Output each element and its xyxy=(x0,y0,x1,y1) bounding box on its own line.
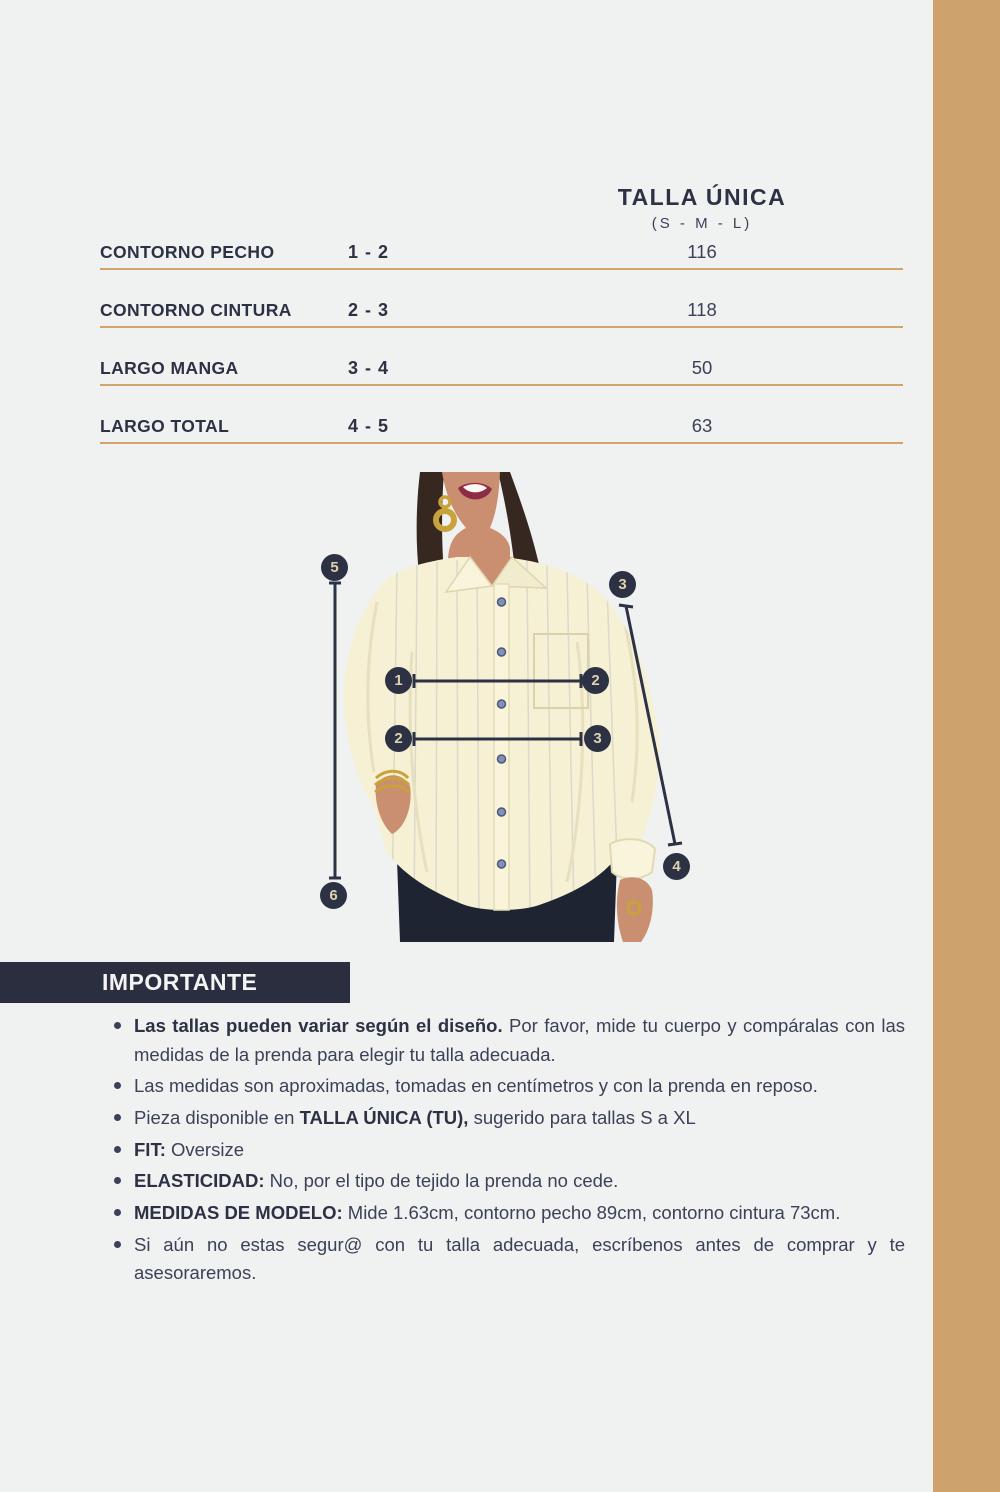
bullet-text: sugerido para tallas S a XL xyxy=(468,1107,696,1129)
bullet-bold: Las tallas pueden variar según el diseño. xyxy=(134,1015,503,1036)
bullet-text: Si aún no estas segur@ con tu talla adecuada, escríbenos antes de comprar y te asesoraremos. xyxy=(134,1233,905,1284)
row-label: LARGO MANGA xyxy=(100,358,239,378)
bullet-text: Mide 1.63cm, contorno pecho 89cm, contorno cintura 73cm. xyxy=(342,1202,841,1224)
bullet-text: Por favor, mide tu cuerpo y compáralas con las medidas de la prenda para elegir tu talla adecuada. xyxy=(134,1015,905,1065)
measure-marker-4: 4 xyxy=(663,853,690,880)
row-value: 63 xyxy=(691,415,713,436)
bullet-bold: ELASTICIDAD: xyxy=(134,1170,265,1192)
table-row xyxy=(100,294,903,328)
bullet-dot xyxy=(114,1022,121,1029)
size-header-title: TALLA ÚNICA xyxy=(617,184,787,210)
bullet-dot xyxy=(114,1209,121,1216)
size-column-header xyxy=(552,184,852,232)
bullet-dot xyxy=(114,1241,121,1248)
measure-marker-2-waist: 2 xyxy=(385,725,412,752)
bullet-dot xyxy=(114,1177,121,1184)
measure-marker-6: 6 xyxy=(320,882,347,909)
row-range: 1 - 2 xyxy=(348,242,390,262)
row-range: 2 - 3 xyxy=(348,300,390,320)
table-row xyxy=(100,352,903,386)
row-range: 4 - 5 xyxy=(348,416,390,436)
bullet-bold: TALLA ÚNICA (TU), xyxy=(299,1107,469,1129)
measure-marker-3-waist: 3 xyxy=(584,725,611,752)
bullet-text: Oversize xyxy=(165,1138,244,1160)
bullet-dot xyxy=(114,1114,121,1121)
list-item xyxy=(112,1231,905,1288)
importante-title: IMPORTANTE xyxy=(102,969,258,995)
list-item xyxy=(112,1199,905,1228)
row-label: CONTORNO PECHO xyxy=(100,242,275,262)
measure-marker-2-chest: 2 xyxy=(582,667,609,694)
bullet-dot xyxy=(114,1146,121,1153)
measurement-diagram xyxy=(0,472,1000,942)
list-item xyxy=(112,1012,905,1069)
measure-marker-5: 5 xyxy=(321,554,348,581)
bullet-pre: Pieza disponible en xyxy=(134,1107,300,1129)
list-item xyxy=(112,1136,905,1165)
table-row xyxy=(100,410,903,444)
row-value: 118 xyxy=(687,299,717,320)
row-value: 50 xyxy=(691,357,713,378)
bullet-text: No, por el tipo de tejido la prenda no cede. xyxy=(264,1170,619,1192)
measure-marker-3-sleeve-top: 3 xyxy=(609,571,636,598)
row-value: 116 xyxy=(687,241,717,262)
bullet-dot xyxy=(114,1082,121,1089)
importante-bullet-list xyxy=(112,1012,905,1291)
list-item xyxy=(112,1167,905,1196)
measurement-lines xyxy=(0,472,1000,942)
importante-banner xyxy=(0,962,350,1003)
row-range: 3 - 4 xyxy=(348,358,390,378)
list-item xyxy=(112,1104,905,1133)
row-label: LARGO TOTAL xyxy=(100,416,230,436)
size-header-subtitle: (S - M - L) xyxy=(651,215,753,232)
bullet-text: Las medidas son aproximadas, tomadas en centímetros y con la prenda en reposo. xyxy=(134,1075,818,1097)
row-label: CONTORNO CINTURA xyxy=(100,300,292,320)
bullet-bold: MEDIDAS DE MODELO: xyxy=(134,1202,343,1224)
list-item xyxy=(112,1072,905,1101)
bullet-bold: FIT: xyxy=(134,1138,166,1160)
measure-marker-1: 1 xyxy=(385,667,412,694)
table-row xyxy=(100,236,903,270)
